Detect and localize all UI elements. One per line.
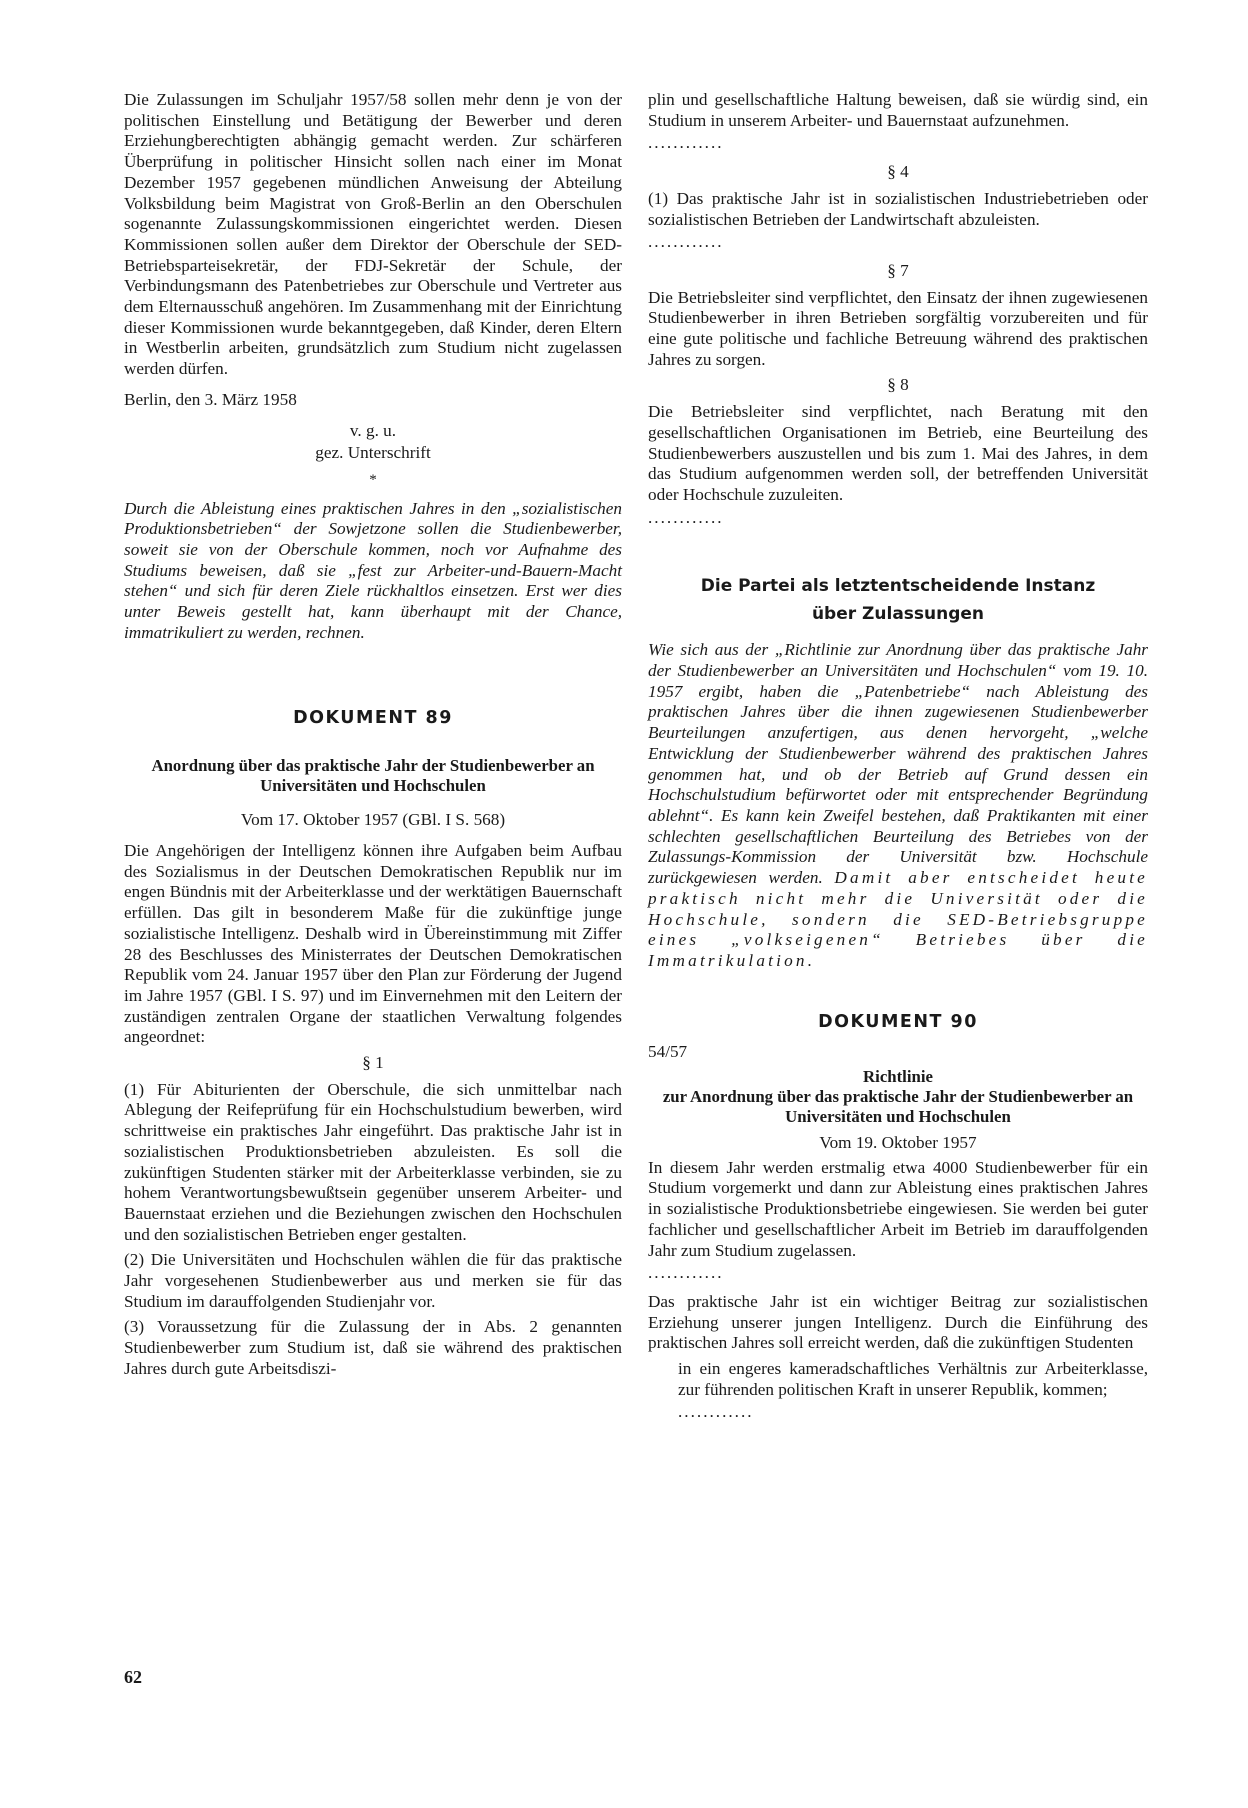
document-89-title: DOKUMENT 89: [293, 707, 453, 728]
document-90-date: Vom 19. Oktober 1957: [819, 1133, 977, 1153]
section-7-text: Die Betriebsleiter sind verpflichtet, den Einsatz der ihnen zugewiesenen Studienbewerber in ihren Betrieben sorgfältig vorzubereiten und für eine gute politische und fachliche Betreuung während des praktischen Jahres zu sorgen.: [648, 287, 1148, 369]
document-90-heading-1: Richtlinie: [863, 1067, 933, 1087]
ellipsis-omission-2: ............: [648, 232, 724, 252]
signature-line: gez. Unterschrift: [315, 443, 431, 463]
document-90-number: 54/57: [648, 1042, 688, 1062]
commentary-paragraph: Durch die Ableistung eines praktischen Jahres in den „sozialistischen Produktionsbetrieben“ der Sowjetzone sollen die Studienbewerber, soweit sie von der Oberschule kommen, noch vor Aufnahme des Studiums beweisen, daß sie „fest zur Arbeiter-und-Bauern-Macht stehen“ und sich für deren Ziele rückhaltlos einsetzen. Erst wer dies unter Beweis gestellt hat, kann überhaupt mit der Chance, immatrikuliert zu werden, rechnen.: [124, 498, 622, 642]
party-commentary: [648, 640, 1148, 971]
section-4-sign: § 4: [887, 162, 909, 182]
document-89-heading: Anordnung über das praktische Jahr der Studienbewerber an Universitäten und Hochschulen: [151, 756, 595, 796]
party-section-heading: [648, 572, 1148, 628]
party-heading-line-2: über Zulassungen: [811, 604, 985, 625]
party-commentary-emphasis: Damit aber entscheidet heute praktisch nicht mehr die Universität oder die Hochschule, sondern die SED-Betriebsgruppe eines „volkseigenen“ Betriebes über die Immatrikulation.: [648, 868, 1149, 970]
section-1-paragraph-3: (3) Voraussetzung für die Zulassung der in Abs. 2 genannten Studienbewerber zum Studium ist, daß sie während des praktischen Jahres durch gute Arbeitsdiszi-: [124, 1317, 622, 1378]
ellipsis-omission-5: ............: [678, 1402, 754, 1422]
section-8-sign: § 8: [887, 375, 909, 395]
document-89-date: Vom 17. Oktober 1957 (GBl. I S. 568): [240, 810, 506, 830]
document-90-title: DOKUMENT 90: [818, 1011, 978, 1032]
separator-star: *: [369, 471, 377, 488]
left-column: [124, 90, 622, 1385]
right-column: [648, 90, 1148, 1431]
vgu-line: v. g. u.: [349, 420, 397, 440]
section-1-paragraph-1: (1) Für Abiturienten der Oberschule, die sich unmittelbar nach Ablegung der Reifeprüfung für ein Hochschulstudium bewerben, wird schrittweise ein praktisches Jahr eingeführt. Das praktische Jahr ist in sozialistischen Produktionsbetrieben abzuleisten. Es soll die zukünftigen Studenten stärker mit der Arbeiterklasse verbinden, sie zu hohem Verantwortungsbewußtsein gegenüber unserem Arbeiter- und Bauernstaat erziehen und die Beziehungen zwischen den Hochschulen und den sozialistischen Betrieben enger gestalten.: [124, 1079, 622, 1244]
ellipsis-omission-4: ............: [648, 1263, 724, 1283]
document-90-paragraph-3: in ein engeres kameradschaftliches Verhältnis zur Arbeiterklasse, zur führenden politischen Kraft in unserer Republik, kommen;: [678, 1359, 1148, 1399]
document-90-paragraph-2: Das praktische Jahr ist ein wichtiger Beitrag zur sozialistischen Erziehung unserer jungen Intelligenz. Durch die Einführung des praktischen Jahres soll erreicht werden, daß die zukünftigen Studenten: [648, 1291, 1148, 1353]
section-7-sign: § 7: [887, 260, 909, 280]
ellipsis-omission-3: ............: [648, 507, 724, 527]
page-number: 62: [124, 1667, 142, 1687]
section-4-paragraph-1: (1) Das praktische Jahr ist in sozialistischen Industriebetrieben oder sozialistischen Betrieben der Landwirtschaft abzuleisten.: [648, 188, 1148, 229]
document-89-preamble: Die Angehörigen der Intelligenz können ihre Aufgaben beim Aufbau des Sozialismus in der Deutschen Demokratischen Republik nur im engen Bündnis mit der Arbeiterklasse und der werktätigen Bauernschaft erfüllen. Das gilt in besonderem Maße für die zukünftige junge sozialistische Intelligenz. Deshalb wird in Übereinstimmung mit Ziffer 28 des Beschlusses des Ministerrates der Deutschen Demokratischen Republik vom 24. Januar 1957 über den Plan zur Förderung der Jugend im Jahre 1957 (GBl. I S. 97) und im Einvernehmen mit den Leitern der zuständigen zentralen Organe der staatlichen Verwaltung folgendes angeordnet:: [124, 840, 622, 1047]
intro-paragraph: Die Zulassungen im Schuljahr 1957/58 sollen mehr denn je von der politischen Einstellung und Betätigung der Bewerber und deren Erziehungberechtigten abhängig gemacht werden. Zur schärferen Überprüfung in politischer Hinsicht sollen nach einer im Monat Dezember 1957 gegebenen mündlichen Anweisung der Abteilung Volksbildung beim Magistrat von Groß-Berlin an den Oberschulen sogenannte Zulassungskommissionen eingerichtet werden. Diesen Kommissionen sollen außer dem Direktor der Oberschule der SED-Betriebsparteisekretär, der FDJ-Sekretär der Schule, der Verbindungsmann des Patenbetriebes zur Oberschule und Vertreter aus dem Elternausschuß angehören. Im Zusammenhang mit der Einrichtung dieser Kommissionen wurde bekanntgegeben, daß Kinder, deren Eltern in Westberlin arbeiten, grundsätzlich zum Studium nicht zugelassen werden dürfen.: [124, 90, 622, 379]
ellipsis-omission-1: ............: [648, 133, 724, 153]
section-1-paragraph-2: (2) Die Universitäten und Hochschulen wählen die für das praktische Jahr vorgesehenen Studienbewerber aus und merken sie für das Studium im darauffolgenden Studienjahr vor.: [124, 1250, 622, 1311]
section-8-text: Die Betriebsleiter sind verpflichtet, nach Beratung mit den gesellschaftlichen Organisationen im Betrieb, eine Beurteilung des Studienbewerbers auszustellen und bis zum 1. Mai des Jahres, in dem das Studium aufgenommen werden soll, der betreffenden Universität oder Hochschule zuzuleiten.: [648, 402, 1148, 504]
place-date: Berlin, den 3. März 1958: [124, 389, 297, 409]
section-1-sign: § 1: [362, 1053, 384, 1073]
document-90-heading-2: zur Anordnung über das praktische Jahr der Studienbewerber an Universitäten und Hochschulen: [662, 1087, 1134, 1127]
continued-paragraph: plin und gesellschaftliche Haltung beweisen, daß sie würdig sind, ein Studium in unserem Arbeiter- und Bauernstaat aufzunehmen.: [648, 90, 1148, 130]
document-90-paragraph-1: In diesem Jahr werden erstmalig etwa 4000 Studienbewerber für ein Studium vorgemerkt und dann zur Ableistung eines praktischen Jahres in sozialistische Produktionsbetriebe eingewiesen. Sie werden bei guter fachlicher und gesellschaftlicher Arbeit im Betrieb im darauffolgenden Jahr zum Studium zugelassen.: [648, 1157, 1148, 1260]
party-commentary-text: Wie sich aus der „Richtlinie zur Anordnung über das praktische Jahr der Studienbewerber an Universitäten und Hochschulen“ vom 19. 10. 1957 ergibt, haben die „Patenbetriebe“ nach Ableistung des praktischen Jahres über die ihnen zugewiesenen Studienbewerber Beurteilungen anzufertigen, aus denen hervorgeht, „welche Entwicklung der Studienbewerber während des praktischen Jahres genommen hat, und ob der Betrieb auf Grund dessen ein Hochschulstudium befürwortet oder mit entsprechender Begründung ablehnt“. Es kann kein Zweifel bestehen, daß Praktikanten mit einer schlechten gesellschaftlichen Beurteilung des Betriebes von der Zulassungs-Kommission der Universität bzw. Hochschule zurückgewiesen werden.: [648, 640, 1148, 888]
party-heading-line-1: Die Partei als letztentscheidende Instanz: [700, 576, 1096, 597]
